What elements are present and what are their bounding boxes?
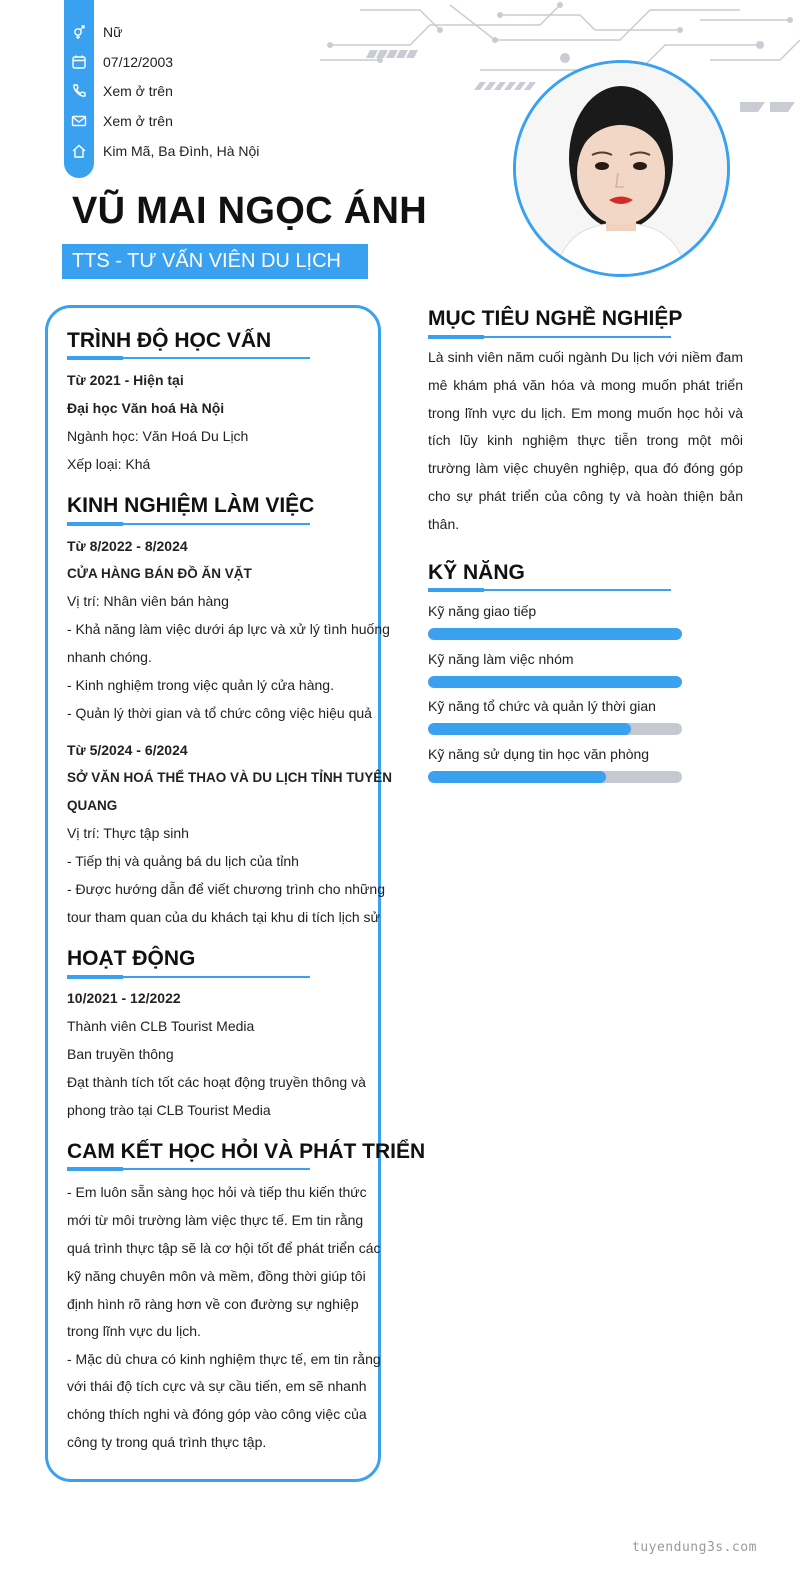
job2-line: - Tiếp thị và quảng bá du lịch của tỉnh	[67, 853, 299, 869]
gender-icon	[64, 17, 94, 47]
address-text: Kim Mã, Ba Đình, Hà Nội	[103, 143, 260, 159]
education-period: Từ 2021 - Hiện tại	[67, 372, 184, 388]
job1-period: Từ 8/2022 - 8/2024	[67, 538, 188, 554]
job1-company: CỬA HÀNG BÁN ĐỒ ĂN VẶT	[67, 566, 252, 581]
education-title: TRÌNH ĐỘ HỌC VẤN	[67, 329, 272, 352]
gender-text: Nữ	[103, 24, 123, 40]
job1-line: - Kinh nghiệm trong việc quản lý cửa hàng.	[67, 677, 334, 693]
experience-underline	[67, 523, 310, 525]
calendar-icon	[64, 47, 94, 77]
skill-bar-fill	[428, 771, 606, 783]
job-title: TTS - TƯ VẤN VIÊN DU LỊCH	[62, 244, 368, 279]
job1-line: Vị trí: Nhân viên bán hàng	[67, 593, 229, 609]
phone-text: Xem ở trên	[103, 83, 173, 99]
skill-bar-fill	[428, 723, 631, 735]
skill-bar-fill	[428, 628, 682, 640]
contact-dob	[64, 47, 173, 77]
profile-photo	[513, 60, 730, 277]
commitment-line: trong lĩnh vực du lịch.	[67, 1323, 201, 1339]
commitment-line: công ty trong quá trình thực tập.	[67, 1434, 267, 1450]
job2-line: Vị trí: Thực tập sinh	[67, 825, 189, 841]
phone-icon	[64, 76, 94, 106]
job1-line: - Khả năng làm việc dưới áp lực và xử lý tình huống	[67, 621, 390, 637]
skill-label: Kỹ năng làm việc nhóm	[428, 651, 574, 667]
candidate-name: VŨ MAI NGỌC ÁNH	[72, 190, 427, 232]
commitment-line: - Mặc dù chưa có kinh nghiệm thực tế, em tin rằng	[67, 1351, 381, 1367]
contact-gender	[64, 17, 122, 47]
activities-line: Đạt thành tích tốt các hoạt động truyền thông và	[67, 1074, 366, 1090]
portrait-illustration	[516, 63, 727, 274]
experience-title: KINH NGHIỆM LÀM VIỆC	[67, 494, 315, 517]
skill-bar-fill	[428, 676, 682, 688]
commitment-line: kỹ năng chuyên môn và mềm, đồng thời giúp tôi	[67, 1268, 366, 1284]
skill-label: Kỹ năng sử dụng tin học văn phòng	[428, 746, 650, 762]
skills-title: KỸ NĂNG	[428, 561, 525, 584]
commitment-line: với thái độ tích cực và sự cầu tiến, em sẽ nhanh	[67, 1378, 367, 1394]
objective-underline	[428, 336, 671, 338]
commitment-line: mới từ môi trường làm việc thực tế. Em tin rằng	[67, 1212, 364, 1228]
education-school: Đại học Văn hoá Hà Nội	[67, 400, 225, 416]
education-underline	[67, 357, 310, 359]
email-text: Xem ở trên	[103, 113, 173, 129]
dob-text: 07/12/2003	[103, 54, 174, 70]
skill-label: Kỹ năng tổ chức và quản lý thời gian	[428, 698, 656, 714]
watermark: tuyendung3s.com	[632, 1540, 757, 1555]
activities-line: phong trào tại CLB Tourist Media	[67, 1102, 271, 1118]
skill-bar	[428, 628, 682, 640]
home-icon	[64, 136, 94, 166]
commitment-underline	[67, 1168, 310, 1170]
commitment-line: quá trình thực tập sẽ là cơ hội tốt để phát triển các	[67, 1240, 381, 1256]
education-major: Ngành học: Văn Hoá Du Lịch	[67, 428, 249, 444]
contact-email	[64, 106, 173, 136]
job2-company: SỞ VĂN HOÁ THỂ THAO VÀ DU LỊCH TỈNH TUYÊN	[67, 770, 393, 785]
activities-title: HOẠT ĐỘNG	[67, 947, 196, 970]
job1-line: nhanh chóng.	[67, 649, 152, 665]
skill-bar	[428, 771, 682, 783]
email-icon	[64, 106, 94, 136]
skill-label: Kỹ năng giao tiếp	[428, 603, 537, 619]
commitment-line: chóng thích nghi và đóng góp vào công việc của	[67, 1406, 367, 1422]
job2-line: - Được hướng dẫn để viết chương trình cho những	[67, 881, 385, 897]
activities-underline	[67, 976, 310, 978]
activities-period: 10/2021 - 12/2022	[67, 990, 181, 1006]
job2-line: tour tham quan của du khách tại khu di tích lịch sử	[67, 909, 380, 925]
commitment-title: CAM KẾT HỌC HỎI VÀ PHÁT TRIỂN	[67, 1140, 426, 1163]
objective-text: Là sinh viên năm cuối ngành Du lịch với niềm đam mê khám phá văn hóa và mong muốn phát triển trong lĩnh vực du lịch. Em mong muốn học hỏi và tích lũy kinh nghiệm thực tiễn trong một môi trường làm việc chuyên nghiệp, qua đó đóng góp cho sự phát triển của công ty và hoàn thiện bản thân.	[428, 349, 743, 532]
skills-underline	[428, 589, 671, 591]
activities-line: Thành viên CLB Tourist Media	[67, 1018, 255, 1034]
skill-bar	[428, 676, 682, 688]
contact-address	[64, 136, 259, 166]
activities-line: Ban truyền thông	[67, 1046, 174, 1062]
job1-line: - Quản lý thời gian và tổ chức công việc hiệu quả	[67, 705, 372, 721]
objective-title: MỤC TIÊU NGHỀ NGHIỆP	[428, 307, 683, 330]
job2-period: Từ 5/2024 - 6/2024	[67, 742, 188, 758]
job2-company: QUANG	[67, 798, 118, 813]
contact-phone	[64, 76, 173, 106]
commitment-line: - Em luôn sẵn sàng học hỏi và tiếp thu kiến thức	[67, 1184, 367, 1200]
education-grade: Xếp loại: Khá	[67, 456, 151, 472]
skill-bar	[428, 723, 682, 735]
commitment-line: định hình rõ ràng hơn về con đường sự nghiệp	[67, 1296, 359, 1312]
